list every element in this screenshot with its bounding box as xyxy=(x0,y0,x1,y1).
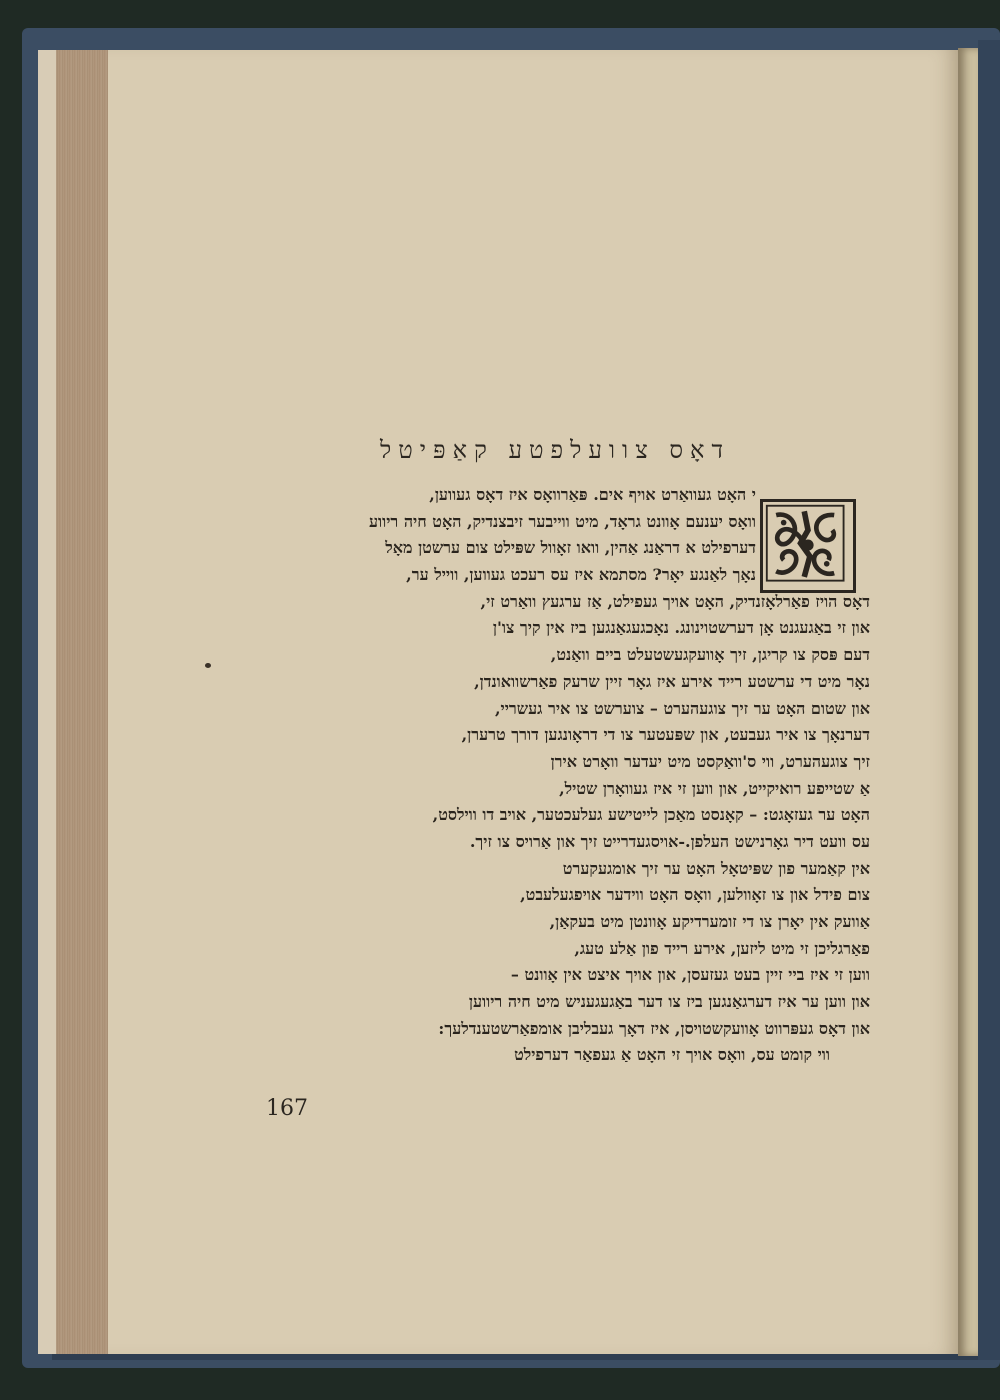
text-line: פאַרגליכן זי מיט ליזען, אירע רייד פון אַלע טעג, xyxy=(574,938,870,958)
text-line: דאָס הויז פאַרלאָזנדיק, האָט אויך געפילט, אַז ערגעץ וואַרט זי, xyxy=(480,591,870,611)
text-line: דעם פּסק צו קריגן, זיך אָוועקגעשטעלט ביים וואַנט, xyxy=(550,645,870,665)
text-line: ווי קומט עס, וואָס אויך זי האָט אַ געפאַר דערפילט xyxy=(514,1045,830,1065)
right-cover-edge xyxy=(978,40,1000,1360)
text-line: אַוועק אין יאָרן צו די זומערדיקע אָוונטן מיט בעקאַן, xyxy=(549,912,870,931)
text-line: צום פידל און צו זאָוולען, וואָס האָט ווידער אויפגעלעבט, xyxy=(520,885,870,905)
text-line: און דאָס געפּרווט אָוועקשטויסן, איז דאָך געבליבן אומפאַרשטענדלעך: xyxy=(438,1018,870,1038)
text-line: און זי באַגעגנט אָן דערשטוינונג. נאָכגעגאַנגען ביז אין קיך צו'ן xyxy=(492,618,870,638)
text-line: נאָר מיט די ערשטע רייד אירע איז גאָר זיין שרעק פאַרשוואונדן, xyxy=(474,671,870,691)
text-line: וואָס יענעם אָוונט גראָד, מיט ווייבער זיבצנדיק, האָט חיה ריווע xyxy=(368,511,756,531)
text-line: אַ שטייפע רואיקייט, און ווען זי איז געוואָרן שטיל, xyxy=(559,778,870,798)
text-line: ווען זי איז ביי זיין בעט געזעסן, און אויך איצט אין אָוונט – xyxy=(510,965,870,985)
text-line: דערפילט א דראַנג אַהין, וואו זאָוול שפּילט צום ערשטן מאָל xyxy=(385,538,756,558)
text-line: זיך צוגעהערט, ווי ס'וואַקסט מיט יעדער וואָרט אירן xyxy=(550,751,870,771)
text-line: י האָט געוואַרט אויף אים. פּאַרוואָס איז דאָס געווען, xyxy=(429,485,756,504)
text-line: עס וועט דיר גאָרנישט העלפן.-אויסגעדרייט זיך און אַרויס צו זיך. xyxy=(469,831,870,851)
chapter-body-text xyxy=(250,482,870,1069)
page-edges xyxy=(38,50,110,1354)
chapter-title: דאָס צוועלפטע קאַפּיטל xyxy=(379,436,730,464)
text-line: נאָך לאַנגע יאָר? מסתמא איז עס רעכט געווען, ווייל ער, xyxy=(406,565,756,585)
text-line: האָט ער געזאָגט: – קאָנסט מאַכן לייטישע געלעכטער, אויב דו ווילסט, xyxy=(432,805,870,825)
text-line: און ווען ער איז דערגאַנגען ביז צו דער באַגעגעניש מיט חיה ריווען xyxy=(468,992,870,1012)
ink-spot xyxy=(205,663,211,668)
facing-page-edge xyxy=(958,48,978,1356)
text-line: און שטום האָט ער זיך צוגעהערט – צוערשט צו איר געשריי, xyxy=(494,698,870,718)
page-number: 167 xyxy=(266,1096,308,1121)
page-edges-highlight xyxy=(38,50,56,1354)
text-line: דערנאָך צו איר געבעט, און שפּעטער צו די דראָונגען דורך טרערן, xyxy=(461,725,870,745)
text-line: אין קאַמער פון שפּיטאָל האָט ער זיך אומגעקערט xyxy=(562,858,870,878)
